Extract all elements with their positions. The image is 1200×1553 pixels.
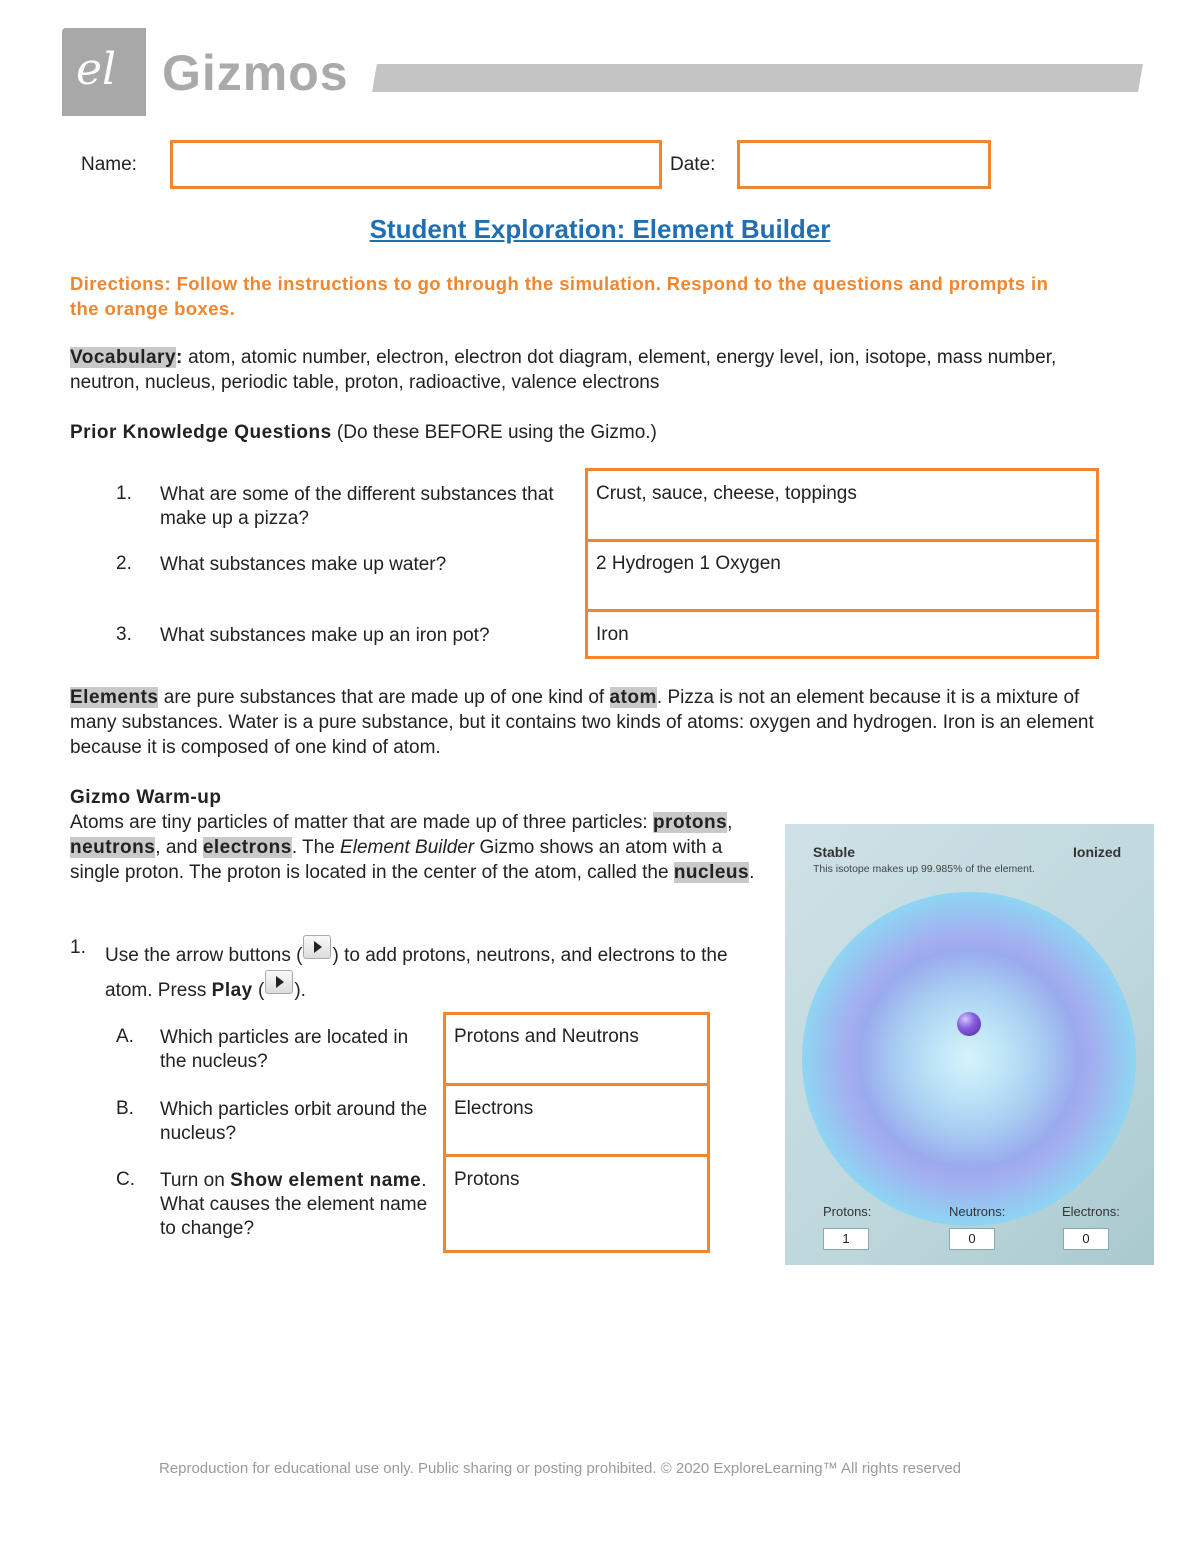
pk-q3-number: 3. <box>116 624 132 645</box>
warmup-step-text: Use the arrow buttons ( ) to add protons, neutrons, and electrons to the atom. Press Play ( ). <box>105 935 755 1005</box>
atom-electron-cloud <box>802 892 1136 1226</box>
warmup-qc-letter: C. <box>116 1169 135 1190</box>
electrons-label: Electrons: <box>1062 1204 1120 1219</box>
nucleus-proton-icon <box>957 1012 981 1036</box>
warmup-answer-c[interactable]: Protons <box>454 1169 520 1190</box>
protons-field[interactable]: 1 <box>823 1228 869 1250</box>
pk-q1-text: What are some of the different substances that make up a pizza? <box>160 484 554 529</box>
electrons-field[interactable]: 0 <box>1063 1228 1109 1250</box>
date-field[interactable] <box>737 140 991 189</box>
play-button-icon <box>265 970 293 994</box>
prior-knowledge-heading: Prior Knowledge Questions (Do these BEFORE using the Gizmo.) <box>70 422 657 443</box>
warmup-qa-letter: A. <box>116 1026 134 1047</box>
ionized-label: Ionized <box>1073 844 1122 860</box>
warmup-qc-text: Turn on Show element name. What causes the element name to change? <box>160 1170 428 1239</box>
stable-label: Stable <box>813 844 856 860</box>
pk-q3-text: What substances make up an iron pot? <box>160 625 490 646</box>
warmup-qb-letter: B. <box>116 1098 134 1119</box>
explorelearning-logo: el <box>62 28 146 116</box>
warmup-answer-a[interactable]: Protons and Neutrons <box>454 1026 639 1047</box>
protons-label: Protons: <box>823 1204 872 1219</box>
warmup-divider <box>443 1083 710 1086</box>
neutrons-label: Neutrons: <box>949 1204 1006 1219</box>
warmup-qb-text: Which particles orbit around the nucleus? <box>160 1099 428 1144</box>
warmup-paragraph: Atoms are tiny particles of matter that are made up of three particles: protons, neutrons, and electrons. The Element Builder Gizmo shows an atom with a single proton. The proton is located in the center of the atom, called the nucleus. <box>70 812 755 883</box>
pk-divider <box>585 609 1099 612</box>
pk-answer-1[interactable]: Crust, sauce, cheese, toppings <box>596 483 857 504</box>
pk-q1-number: 1. <box>116 483 132 504</box>
warmup-qa-text: Which particles are located in the nucleus? <box>160 1027 409 1072</box>
date-label: Date: <box>670 154 716 175</box>
page-title: Student Exploration: Element Builder <box>369 214 831 244</box>
name-field[interactable] <box>170 140 662 189</box>
warmup-answer-box <box>443 1012 710 1253</box>
gizmos-brand: Gizmos <box>162 45 349 101</box>
header-bar <box>372 64 1143 92</box>
vocabulary: Vocabulary: atom, atomic number, electron, electron dot diagram, element, energy level, ion, isotope, mass number, neutron, nucleus, periodic table, proton, radioactive, valence electrons <box>70 347 1057 393</box>
warmup-divider <box>443 1154 710 1157</box>
arrow-button-icon <box>303 935 331 959</box>
elements-paragraph: Elements are pure substances that are made up of one kind of atom. Pizza is not an element because it is a mixture of many substances. Water is a pure substance, but it contains two kinds of atoms: oxygen and hydrogen. Iron is an element because it is composed of one kind of atom. <box>70 687 1094 758</box>
gizmo-screenshot <box>785 824 1154 1265</box>
pk-divider <box>585 539 1099 542</box>
directions: Directions: Follow the instructions to go through the simulation. Respond to the questions and prompts in the orange boxes. <box>70 273 1049 319</box>
pk-q2-number: 2. <box>116 553 132 574</box>
isotope-note: This isotope makes up 99.985% of the element. <box>813 863 1035 875</box>
name-label: Name: <box>81 154 137 175</box>
footer: Reproduction for educational use only. Public sharing or posting prohibited. © 2020 ExploreLearning™ All rights reserved <box>158 1460 962 1477</box>
warmup-step-number: 1. <box>70 937 86 958</box>
pk-answer-3[interactable]: Iron <box>596 624 629 645</box>
pk-answer-2[interactable]: 2 Hydrogen 1 Oxygen <box>596 553 781 574</box>
warmup-heading: Gizmo Warm-up <box>70 787 222 808</box>
neutrons-field[interactable]: 0 <box>949 1228 995 1250</box>
warmup-answer-b[interactable]: Electrons <box>454 1098 534 1119</box>
pk-q2-text: What substances make up water? <box>160 554 447 575</box>
